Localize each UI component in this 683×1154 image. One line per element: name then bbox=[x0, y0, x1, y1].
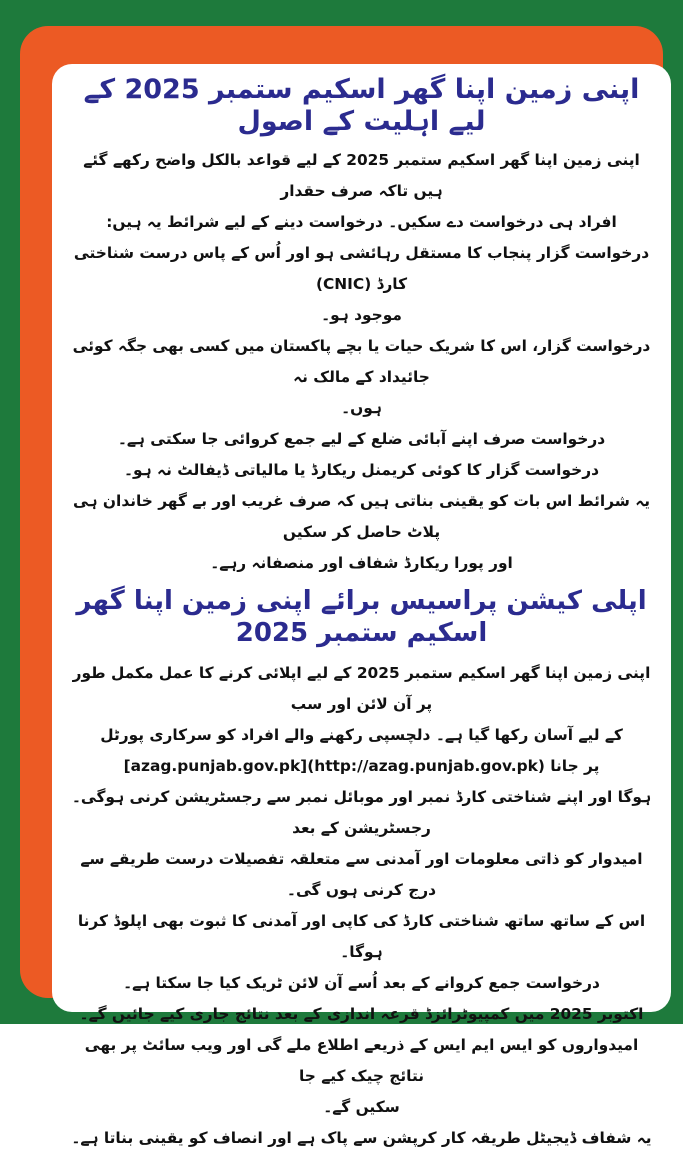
text-line: افراد ہی درخواست دے سکیں۔ درخواست دینے کے لیے شرائط یہ ہیں: bbox=[106, 212, 617, 231]
text-line: اکتوبر 2025 میں کمپیوٹرائزڈ قرعہ اندازی کے بعد نتائج جاری کیے جائیں گے۔ bbox=[79, 1004, 644, 1023]
eligibility-heading: اپنی زمین اپنا گھر اسکیم ستمبر 2025 کے لیے اہلیت کے اصول bbox=[83, 74, 640, 138]
text-line: درخواست جمع کروانے کے بعد اُسے آن لائن ٹریک کیا جا سکتا ہے۔ bbox=[123, 973, 600, 992]
text-line: ہوگا اور اپنے شناختی کارڈ نمبر اور موبائل نمبر سے رجسٹریشن کرنی ہوگی۔ رجسٹریشن کے بعد bbox=[71, 787, 652, 837]
text-line: یہ شرائط اس بات کو یقینی بناتی ہیں کہ صرف غریب اور بے گھر خاندان ہی پلاٹ حاصل کر سکیں bbox=[72, 491, 651, 541]
application-process-heading: اپلی کیشن پراسیس برائے اپنی زمین اپنا گھر اسکیم ستمبر 2025 bbox=[76, 585, 647, 649]
text-line: ہوں۔ bbox=[341, 398, 382, 417]
text-line: امیدوار کو ذاتی معلومات اور آمدنی سے متعلقہ تفصیلات درست طریقے سے درج کرنی ہوں گی۔ bbox=[80, 849, 643, 899]
text-line: اپنی زمین اپنا گھر اسکیم ستمبر 2025 کے لیے قواعد بالکل واضح رکھے گئے ہیں تاکہ صرف حقدار bbox=[83, 150, 640, 200]
text-line: درخواست صرف اپنے آبائی ضلع کے لیے جمع کروائی جا سکتی ہے۔ bbox=[117, 429, 606, 448]
text-line: موجود ہو۔ bbox=[321, 305, 402, 324]
orange-border bbox=[20, 26, 663, 1147]
text-line: درخواست گزار کا کوئی کریمنل ریکارڈ یا مالیاتی ڈیفالٹ نہ ہو۔ bbox=[124, 460, 599, 479]
text-line: امیدواروں کو ایس ایم ایس کے ذریعے اطلاع ملے گی اور ویب سائٹ پر بھی نتائج چیک کیے جا bbox=[84, 1035, 639, 1085]
text-line: کے لیے آسان رکھا گیا ہے۔ دلچسپی رکھنے والے افراد کو سرکاری پورٹل bbox=[100, 725, 623, 744]
portal-link[interactable]: [azag.punjab.gov.pk](http://azag.punjab.gov.pk) پر جانا bbox=[123, 756, 600, 775]
text-line: اور پورا ریکارڈ شفاف اور منصفانہ رہے۔ bbox=[210, 553, 513, 572]
text-line: اپنی زمین اپنا گھر اسکیم ستمبر 2025 کے لیے اپلائی کرنے کا عمل مکمل طور پر آن لائن اور سب bbox=[72, 663, 651, 713]
text-line: اس کے ساتھ ساتھ شناختی کارڈ کی کاپی اور آمدنی کا ثبوت بھی اپلوڈ کرنا ہوگا۔ bbox=[77, 911, 646, 961]
text-line: یہ شفاف ڈیجیٹل طریقہ کار کرپشن سے پاک ہے اور انصاف کو یقینی بناتا ہے۔ bbox=[71, 1128, 652, 1147]
application-process-text bbox=[70, 658, 653, 1154]
text-line: درخواست گزار پنجاب کا مستقل رہائشی ہو اور اُس کے پاس درست شناختی کارڈ (CNIC) bbox=[73, 243, 650, 293]
text-line: درخواست گزار، اس کا شریک حیات یا بچے پاکستان میں کسی بھی جگہ کوئی جائیداد کے مالک نہ bbox=[72, 336, 651, 386]
text-line: سکیں گے۔ bbox=[323, 1097, 400, 1116]
content-card bbox=[52, 64, 671, 1147]
eligibility-text bbox=[70, 145, 653, 579]
